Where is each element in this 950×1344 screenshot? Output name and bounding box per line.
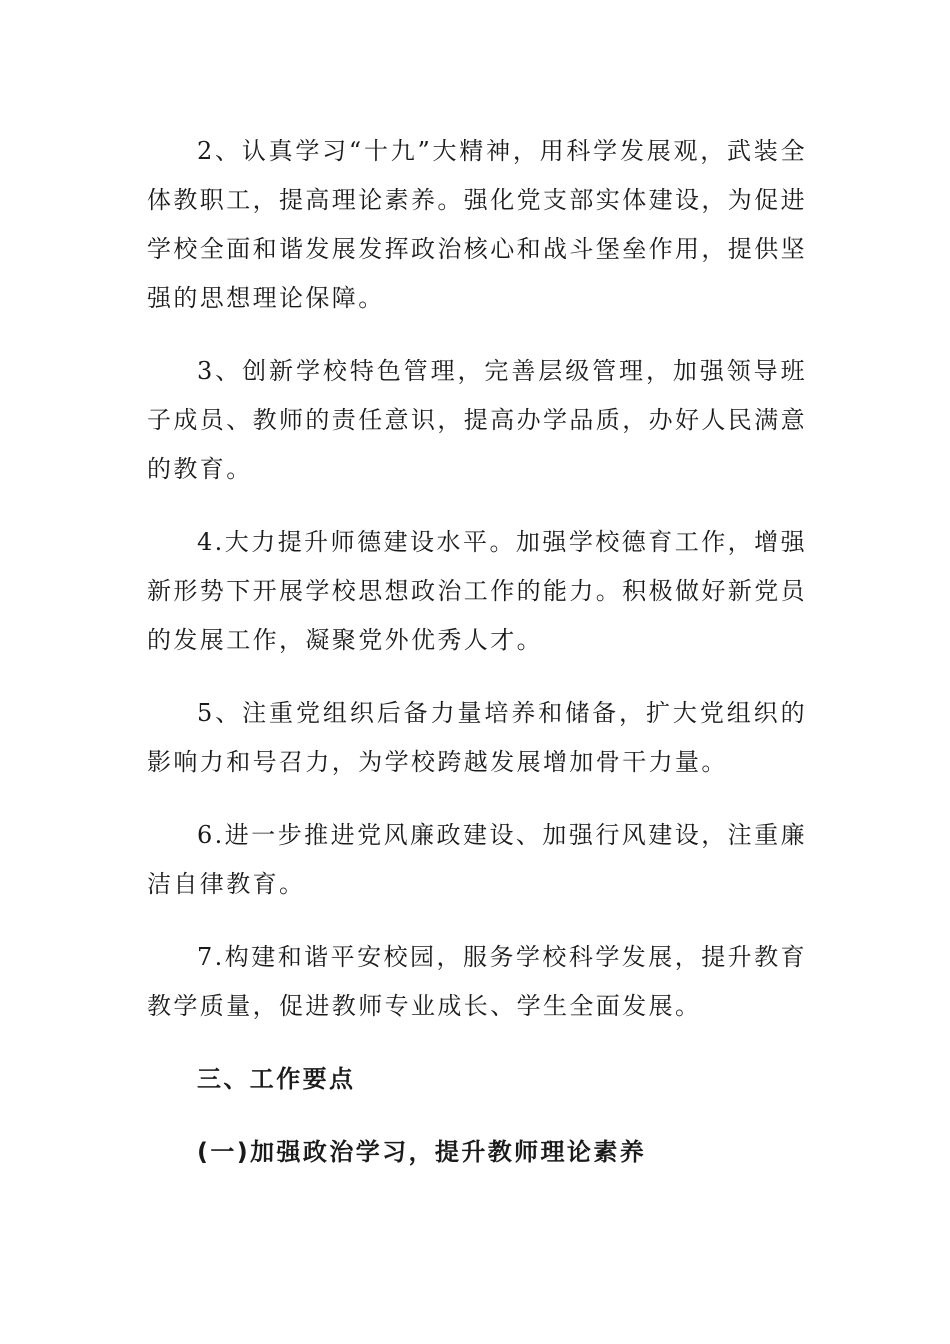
paragraph-item-6: 6.进一步推进党风廉政建设、加强行风建设，注重廉洁自律教育。 [147, 821, 807, 898]
paragraph-item-2: 2、认真学习“十九”大精神，用科学发展观，武装全体教职工，提高理论素养。强化党支部实体建设，为促进学校全面和谐发展发挥政治核心和战斗堡垒作用，提供坚强的思想理论保障。 [147, 137, 807, 312]
paragraph-item-7: 7.构建和谐平安校园，服务学校科学发展，提升教育教学质量，促进教师专业成长、学生全面发展。 [147, 943, 807, 1020]
section-heading: 三、工作要点 [197, 1065, 356, 1093]
paragraph-item-3: 3、创新学校特色管理，完善层级管理，加强领导班子成员、教师的责任意识，提高办学品质，办好人民满意的教育。 [147, 357, 807, 483]
subsection-heading: (一)加强政治学习，提升教师理论素养 [197, 1138, 647, 1166]
paragraph-item-4: 4.大力提升师德建设水平。加强学校德育工作，增强新形势下开展学校思想政治工作的能力。积极做好新党员的发展工作，凝聚党外优秀人才。 [147, 528, 807, 654]
document-body [147, 127, 807, 1201]
paragraph-item-5: 5、注重党组织后备力量培养和储备，扩大党组织的影响力和号召力，为学校跨越发展增加骨干力量。 [147, 699, 807, 776]
